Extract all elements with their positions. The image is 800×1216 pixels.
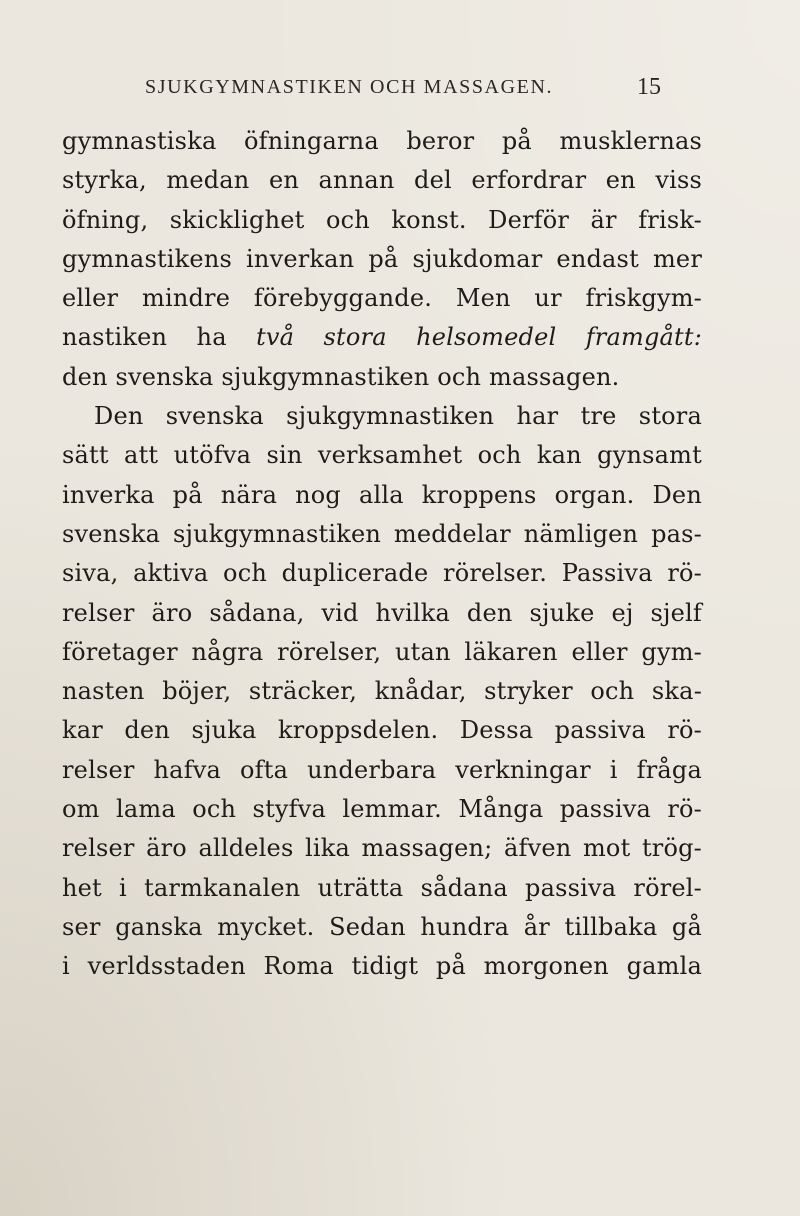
text-line: relser äro sådana, vid hvilka den sjuke ej sjelf [62,598,702,627]
text-line: nasten böjer, sträcker, knådar, stryker och ska- [62,677,702,706]
text-line: företager några rörelser, utan läkaren eller gym- [62,637,702,666]
text-run: nastiken ha [62,323,257,352]
text-line: i verldsstaden Roma tidigt på morgonen gamla [62,952,702,981]
text-line: het i tarmkanalen uträtta sådana passiva rörel- [62,873,702,902]
text-line [62,318,702,357]
text-line: relser hafva ofta underbara verkningar i fråga [62,755,702,784]
paragraph-first-line: Den svenska sjukgymnastiken har tre stora [94,402,702,431]
text-line: ser ganska mycket. Sedan hundra år tillbaka gå [62,912,702,941]
text-line: siva, aktiva och duplicerade rörelser. Passiva rö- [62,559,702,588]
text-line: gymnastikens inverkan på sjukdomar endast mer [62,244,702,273]
text-line: eller mindre förebyggande. Men ur friskgym- [62,284,702,313]
text-line: gymnastiska öfningarna beror på musklernas [62,127,702,155]
text-line: kar den sjuka kroppsdelen. Dessa passiva rö- [62,716,702,745]
text-line: öfning, skicklighet och konst. Derför är frisk- [62,205,702,234]
text-line: inverka på nära nog alla kroppens organ. Den [62,480,702,509]
text-line: den svenska sjukgymnastiken och massagen. [62,362,620,391]
italic-emphasis: två stora helsomedel framgått: [256,323,702,352]
running-title: SJUKGYMNASTIKEN OCH MASSAGEN. [145,76,554,98]
text-line: sätt att utöfva sin verksamhet och kan gynsamt [62,441,702,470]
text-line: om lama och styfva lemmar. Många passiva rö- [62,795,702,824]
body-text [62,122,702,987]
text-line: styrka, medan en annan del erfordrar en viss [62,166,702,195]
running-header [0,74,800,108]
text-line: relser äro alldeles lika massagen; äfven mot trög- [62,834,702,863]
text-line: svenska sjukgymnastiken meddelar nämligen pas- [62,519,702,548]
page-number: 15 [637,74,661,100]
